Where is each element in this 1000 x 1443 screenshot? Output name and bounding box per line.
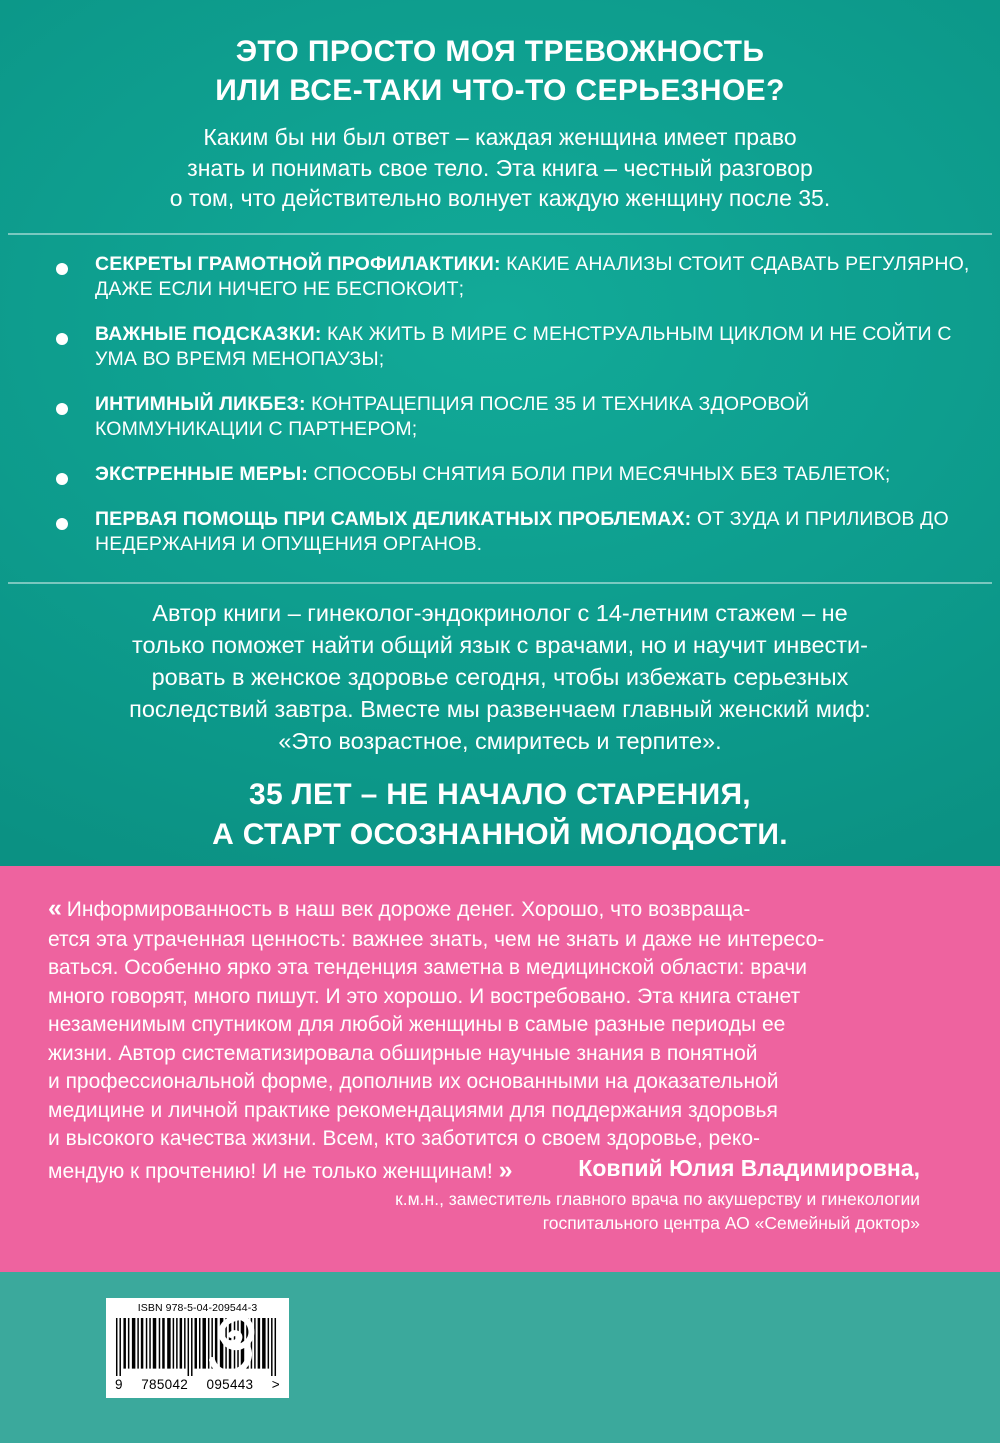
bullet-dot-icon bbox=[56, 403, 68, 415]
bullet-dot-icon bbox=[56, 518, 68, 530]
quote-line-7: и профессиональной форме, дополнив их основанными на доказательной bbox=[48, 1070, 779, 1094]
list-item-text bbox=[95, 463, 891, 485]
testimonial-quote bbox=[48, 892, 948, 1187]
testimonial-attribution bbox=[40, 1154, 960, 1235]
barcode-digit-group-1: 9 bbox=[115, 1376, 123, 1392]
list-item-text bbox=[95, 393, 809, 440]
list-item-text bbox=[95, 508, 949, 555]
quote-line-1-text: Информированность в наш век дороже денег. Хорошо, что возвраща- bbox=[66, 898, 751, 921]
list-item-body: КОНТРАЦЕПЦИЯ ПОСЛЕ 35 И ТЕХНИКА ЗДОРОВОЙ КОММУНИКАЦИИ С ПАРТНЕРОМ; bbox=[95, 392, 810, 440]
testimonial-section bbox=[0, 866, 1000, 1272]
testimonial-author-name: Ковпий Юлия Владимировна, bbox=[578, 1155, 920, 1181]
list-item-body: СПОСОБЫ СНЯТИЯ БОЛИ ПРИ МЕСЯЧНЫХ БЕЗ ТАБЛЕТОК; bbox=[307, 462, 891, 485]
testimonial-author-role bbox=[40, 1187, 960, 1235]
quote-line-5: незаменимым спутником для любой женщины в самые разные периоды ее bbox=[48, 1013, 786, 1037]
quote-line-9: и высокого качества жизни. Всем, кто заботится о своем здоровье, реко- bbox=[48, 1127, 761, 1151]
testimonial-author-role-line-2: госпитального центра АО «Семейный доктор» bbox=[542, 1213, 920, 1234]
divider-top bbox=[8, 233, 992, 235]
quote-line-8: медицине и личной практике рекомендациями для поддержания здоровья bbox=[48, 1098, 778, 1122]
list-item-label: ИНТИМНЫЙ ЛИКБЕЗ: bbox=[95, 392, 306, 415]
list-item bbox=[0, 322, 1000, 372]
list-item bbox=[0, 392, 1000, 442]
headline-line-1: ЭТО ПРОСТО МОЯ ТРЕВОЖНОСТЬ bbox=[235, 35, 765, 68]
footer-section bbox=[0, 1272, 1000, 1443]
quote-line-10-text: мендую к прочтению! И не только женщинам! bbox=[48, 1159, 493, 1183]
list-item-label: ВАЖНЫЕ ПОДСКАЗКИ: bbox=[95, 322, 322, 345]
list-item-body: КАК ЖИТЬ В МИРЕ С МЕНСТРУАЛЬНЫМ ЦИКЛОМ И НЕ СОЙТИ С УМА ВО ВРЕМЯ МЕНОПАУЗЫ; bbox=[95, 322, 952, 370]
testimonial-author-role-line-1: к.м.н., заместитель главного врача по акушерству и гинекологии bbox=[395, 1188, 920, 1209]
list-item-label: СЕКРЕТЫ ГРАМОТНОЙ ПРОФИЛАКТИКИ: bbox=[95, 253, 501, 275]
list-item bbox=[0, 507, 1000, 557]
quote-line-3: ваться. Особенно ярко эта тенденция заметна в медицинской области: врачи bbox=[48, 956, 808, 980]
quote-line-6: жизни. Автор систематизировала обширные научные знания в понятной bbox=[48, 1041, 758, 1065]
list-item bbox=[0, 462, 1000, 487]
list-item-text bbox=[95, 253, 970, 300]
intro-paragraph bbox=[100, 122, 900, 214]
barcode-digit-group-3: 095443 bbox=[206, 1376, 254, 1392]
close-quote-icon: » bbox=[498, 1155, 512, 1184]
intro-line-3: о том, что действительно волнует каждую женщину после 35. bbox=[169, 185, 831, 212]
list-item-body: ОТ ЗУДА И ПРИЛИВОВ ДО НЕДЕРЖАНИЯ И ОПУЩЕНИЯ ОРГАНОВ. bbox=[95, 507, 949, 555]
quote-line-1 bbox=[48, 892, 948, 926]
author-description-line-5: «Это возрастное, смиритесь и терпите». bbox=[278, 727, 722, 754]
author-description-line-3: ровать в женское здоровье сегодня, чтобы избежать серьезных bbox=[151, 663, 849, 690]
barcode-digit-group-2: 785042 bbox=[141, 1376, 189, 1392]
tagline-line-2: А СТАРТ ОСОЗНАННОЙ МОЛОДОСТИ. bbox=[212, 818, 788, 852]
intro-line-2: знать и понимать свое тело. Эта книга – честный разговор bbox=[187, 154, 813, 181]
tagline bbox=[0, 775, 1000, 855]
barcode-digit-group-4: > bbox=[271, 1376, 280, 1392]
eksmo-logo bbox=[201, 1310, 265, 1380]
intro-line-1: Каким бы ни был ответ – каждая женщина имеет право bbox=[203, 124, 797, 150]
list-item bbox=[0, 252, 1000, 302]
headline-line-2: ИЛИ ВСЕ-ТАКИ ЧТО-ТО СЕРЬЕЗНОЕ? bbox=[215, 74, 785, 107]
list-item-body: КАКИЕ АНАЛИЗЫ СТОИТ СДАВАТЬ РЕГУЛЯРНО, ДАЖЕ ЕСЛИ НИЧЕГО НЕ БЕСПОКОИТ; bbox=[95, 253, 970, 300]
headline bbox=[0, 32, 1000, 110]
list-item-label: ЭКСТРЕННЫЕ МЕРЫ: bbox=[95, 462, 308, 485]
bullet-dot-icon bbox=[56, 263, 68, 275]
bullet-dot-icon bbox=[56, 473, 68, 485]
divider-bottom bbox=[8, 582, 992, 584]
quote-line-2: ется эта утраченная ценность: важнее знать, чем не знать и даже не интересо- bbox=[48, 927, 825, 951]
tagline-line-1: 35 ЛЕТ – НЕ НАЧАЛО СТАРЕНИЯ, bbox=[249, 778, 751, 811]
author-description bbox=[42, 598, 958, 758]
author-description-line-4: последствий завтра. Вместе мы развенчаем главный женский миф: bbox=[129, 695, 871, 722]
open-quote-icon: « bbox=[48, 894, 61, 922]
quote-line-4: много говорят, много пишут. И это хорошо. И востребовано. Эта книга станет bbox=[48, 984, 801, 1008]
list-item-label: ПЕРВАЯ ПОМОЩЬ ПРИ САМЫХ ДЕЛИКАТНЫХ ПРОБЛЕМАХ: bbox=[95, 507, 692, 530]
author-description-line-2: только поможет найти общий язык с врачами, но и научит инвести- bbox=[132, 631, 868, 658]
feature-list bbox=[0, 252, 1000, 577]
isbn-label: ISBN 978-5-04-209544-3 bbox=[137, 1302, 258, 1314]
bullet-dot-icon bbox=[56, 333, 68, 345]
author-description-line-1: Автор книги – гинеколог-эндокринолог с 14-летним стажем – не bbox=[152, 600, 848, 626]
list-item-text bbox=[95, 323, 952, 370]
